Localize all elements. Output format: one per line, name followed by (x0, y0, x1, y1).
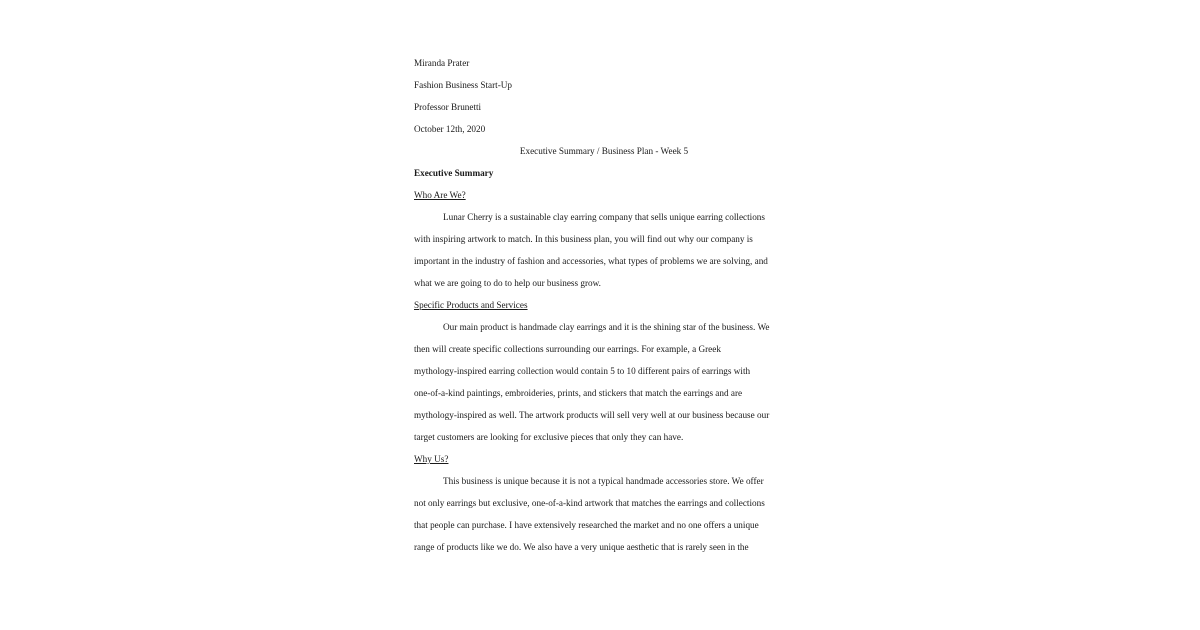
paragraph-line: mythology-inspired as well. The artwork products will sell very well at our business because our (414, 410, 770, 420)
subheading-products-services: Specific Products and Services (414, 300, 528, 310)
author-name: Miranda Prater (414, 58, 470, 68)
section-heading: Executive Summary (414, 168, 494, 178)
paragraph-line: This business is unique because it is not a typical handmade accessories store. We offer (443, 476, 764, 486)
document-date: October 12th, 2020 (414, 124, 486, 134)
paragraph-line: with inspiring artwork to match. In this business plan, you will find out why our company is (414, 234, 753, 244)
paragraph-line: important in the industry of fashion and accessories, what types of problems we are solving, and (414, 256, 768, 266)
document-page (414, 52, 794, 558)
paragraph-line: that people can purchase. I have extensively researched the market and no one offers a unique (414, 520, 759, 530)
paragraph-line: Lunar Cherry is a sustainable clay earring company that sells unique earring collections (443, 212, 765, 222)
course-name: Fashion Business Start-Up (414, 80, 513, 90)
paragraph-line: Our main product is handmade clay earrings and it is the shining star of the business. We (443, 322, 770, 332)
paragraph-line: then will create specific collections surrounding our earrings. For example, a Greek (414, 344, 721, 354)
paragraph-line: mythology-inspired earring collection would contain 5 to 10 different pairs of earrings with (414, 366, 751, 376)
paragraph-line: what we are going to do to help our business grow. (414, 278, 601, 288)
paragraph-line: target customers are looking for exclusive pieces that only they can have. (414, 432, 684, 442)
subheading-why-us: Why Us? (414, 454, 449, 464)
paragraph-line: range of products like we do. We also have a very unique aesthetic that is rarely seen in the (414, 542, 749, 552)
subheading-who-are-we: Who Are We? (414, 190, 466, 200)
paragraph-line: one-of-a-kind paintings, embroideries, prints, and stickers that match the earrings and are (414, 388, 743, 398)
professor-name: Professor Brunetti (414, 102, 482, 112)
document-title: Executive Summary / Business Plan - Week 5 (519, 146, 689, 156)
paragraph-line: not only earrings but exclusive, one-of-a-kind artwork that matches the earrings and collections (414, 498, 765, 508)
